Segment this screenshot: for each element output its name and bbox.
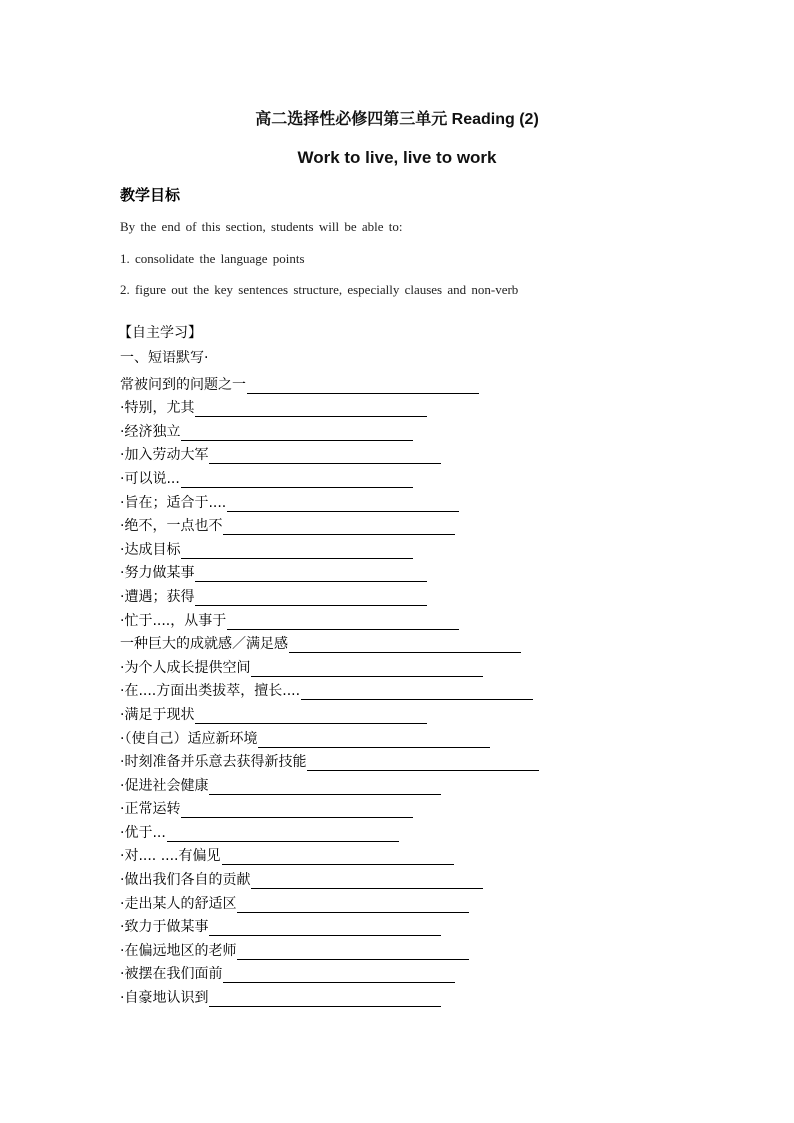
phrase-row <box>120 771 680 795</box>
phrase-prompt: ·为个人成长提供空间 <box>120 659 251 676</box>
phrase-row <box>120 606 680 630</box>
phrase-prompt: ·时刻准备并乐意去获得新技能 <box>120 754 307 771</box>
answer-blank-line[interactable] <box>247 376 479 394</box>
answer-blank-line[interactable] <box>251 659 483 677</box>
answer-blank-line[interactable] <box>222 847 454 865</box>
answer-blank-line[interactable] <box>209 446 441 464</box>
answer-blank-line[interactable] <box>195 399 427 417</box>
phrase-row <box>120 865 680 889</box>
objective-item: 2. figure out the key sentences structure, especially clauses and non-verb <box>120 282 519 297</box>
answer-blank-line[interactable] <box>195 564 427 582</box>
answer-blank-line[interactable] <box>237 895 469 913</box>
phrase-row <box>120 960 680 984</box>
phrase-prompt: ·经济独立 <box>120 423 181 440</box>
answer-blank-line[interactable] <box>307 753 539 771</box>
phrase-row <box>120 370 680 394</box>
phrase-prompt: ·在....方面出类拔萃，擅长.... <box>120 683 301 700</box>
answer-blank-line[interactable] <box>227 494 459 512</box>
phrase-prompt: ·绝不，一点也不 <box>120 518 223 535</box>
phrase-prompt: ·对.... ....有偏见 <box>120 848 221 865</box>
phrase-row <box>120 582 680 606</box>
phrase-prompt: ·致力于做某事 <box>120 919 209 936</box>
phrase-prompt: ·走出某人的舒适区 <box>120 895 237 912</box>
answer-blank-line[interactable] <box>289 635 521 653</box>
phrase-row <box>120 559 680 583</box>
phrase-row <box>120 535 680 559</box>
phrase-row <box>120 630 680 654</box>
answer-blank-line[interactable] <box>209 777 441 795</box>
phrase-prompt: ·努力做某事 <box>120 565 195 582</box>
answer-blank-line[interactable] <box>209 918 441 936</box>
phrase-row <box>120 441 680 465</box>
phrase-prompt: ·被摆在我们面前 <box>120 966 223 983</box>
answer-blank-line[interactable] <box>223 517 455 535</box>
answer-blank-line[interactable] <box>223 965 455 983</box>
phrase-row <box>120 724 680 748</box>
answer-blank-line[interactable] <box>181 423 413 441</box>
phrase-row <box>120 936 680 960</box>
answer-blank-line[interactable] <box>181 800 413 818</box>
phrase-row <box>120 983 680 1007</box>
phrase-row <box>120 653 680 677</box>
phrase-prompt: ·（使自己）适应新环境 <box>120 730 258 747</box>
worksheet-title: 高二选择性必修四第三单元 Reading (2) <box>255 111 539 128</box>
answer-blank-line[interactable] <box>195 706 427 724</box>
phrase-prompt: 一种巨大的成就感／满足感 <box>120 636 288 653</box>
phrase-row <box>120 394 680 418</box>
phrase-prompt: ·特别，尤其 <box>120 400 195 417</box>
phrase-row <box>120 748 680 772</box>
answer-blank-line[interactable] <box>195 588 427 606</box>
phrase-prompt: ·达成目标 <box>120 541 181 558</box>
phrase-row <box>120 913 680 937</box>
answer-blank-line[interactable] <box>237 942 469 960</box>
objective-item: 1. consolidate the language points <box>120 251 305 266</box>
answer-blank-line[interactable] <box>251 871 483 889</box>
phrase-prompt: ·遭遇；获得 <box>120 588 195 605</box>
objective-intro: By the end of this section, students will be able to: <box>120 219 403 234</box>
phrase-prompt: ·旨在；适合于.... <box>120 494 227 511</box>
section-title: 【自主学习】 <box>118 325 202 341</box>
phrase-prompt: ·满足于现状 <box>120 706 195 723</box>
phrase-row <box>120 677 680 701</box>
exercise-title: 一、短语默写· <box>120 350 209 366</box>
phrase-row <box>120 512 680 536</box>
phrase-prompt: ·正常运转 <box>120 801 181 818</box>
answer-blank-line[interactable] <box>181 541 413 559</box>
phrase-row <box>120 818 680 842</box>
phrase-prompt: ·加入劳动大军 <box>120 447 209 464</box>
phrase-row <box>120 795 680 819</box>
phrase-prompt: ·忙于....，从事于 <box>120 612 227 629</box>
answer-blank-line[interactable] <box>167 824 399 842</box>
answer-blank-line[interactable] <box>181 470 413 488</box>
phrase-prompt: ·做出我们各自的贡献 <box>120 872 251 889</box>
phrase-row <box>120 488 680 512</box>
phrase-row <box>120 842 680 866</box>
answer-blank-line[interactable] <box>209 989 441 1007</box>
answer-blank-line[interactable] <box>301 682 533 700</box>
phrase-prompt: ·促进社会健康 <box>120 777 209 794</box>
answer-blank-line[interactable] <box>227 612 459 630</box>
phrase-row <box>120 464 680 488</box>
phrase-prompt: 常被问到的问题之一 <box>120 376 246 393</box>
worksheet-subtitle: Work to live, live to work <box>297 148 497 167</box>
phrase-row <box>120 700 680 724</box>
phrase-row <box>120 417 680 441</box>
phrase-row <box>120 889 680 913</box>
phrase-prompt: ·自豪地认识到 <box>120 990 209 1007</box>
phrase-prompt: ·在偏远地区的老师 <box>120 942 237 959</box>
phrase-prompt: ·优于... <box>120 824 166 841</box>
answer-blank-line[interactable] <box>258 730 490 748</box>
phrase-list <box>120 370 680 1007</box>
phrase-prompt: ·可以说... <box>120 470 180 487</box>
objectives-heading: 教学目标 <box>120 186 181 204</box>
